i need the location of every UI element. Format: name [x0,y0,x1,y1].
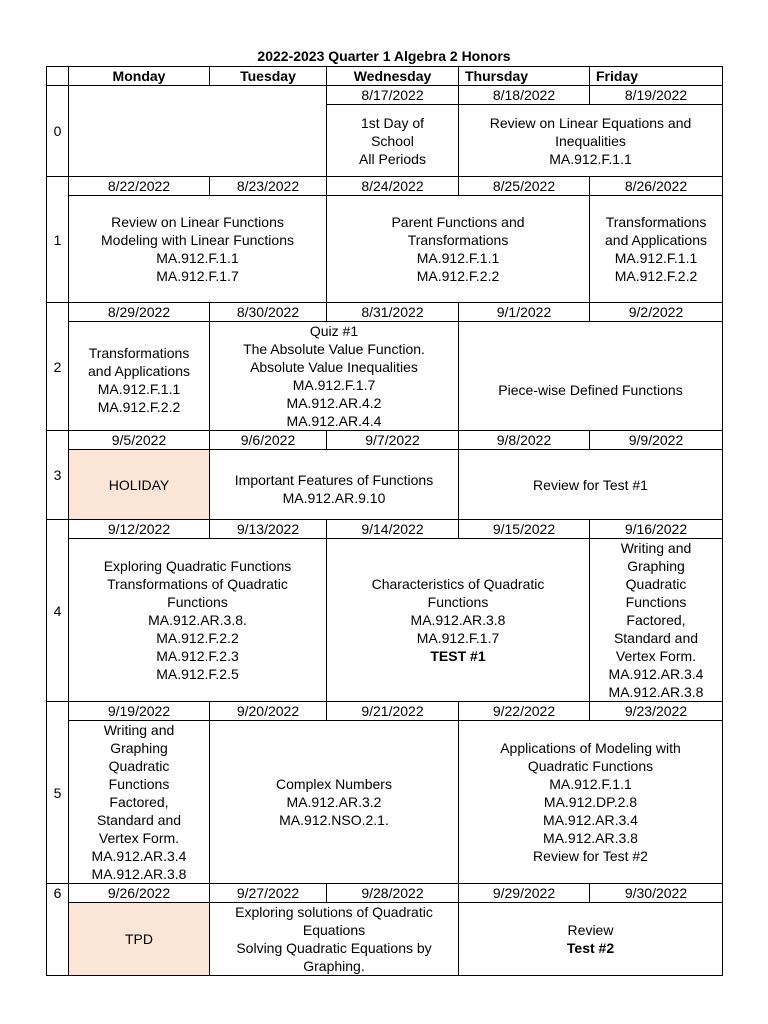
lesson-block [590,539,723,702]
lesson-line: MA.912.AR.9.10 [282,489,386,506]
lesson-line: Review [567,922,614,938]
lesson-block [590,196,723,303]
lesson-line: Modeling with Linear Functions [101,232,294,248]
lesson-line: MA.912.F.1.1 [97,381,181,397]
date-cell: 8/30/2022 [210,303,327,322]
week-number: 1 [47,177,69,303]
date-cell: 8/26/2022 [590,177,723,196]
date-cell: 9/1/2022 [459,303,590,322]
lesson-line: MA.912.AR.3.2 [286,794,382,810]
header-row [47,67,723,86]
date-cell: 8/29/2022 [69,303,210,322]
date-row-week-2 [47,303,723,322]
date-cell: 9/28/2022 [327,884,459,903]
date-row-week-0 [47,86,723,105]
date-cell: 9/9/2022 [590,431,723,450]
lesson-line: School [371,132,414,149]
lesson-line: MA.912.F.1.7 [292,377,376,393]
lesson-line: Transformations of Quadratic [107,576,288,592]
date-cell: 9/19/2022 [69,702,210,721]
week-number: 4 [47,520,69,702]
lesson-block [69,196,327,303]
tpd-label: TPD [125,931,153,947]
lesson-line: All Periods [359,150,426,167]
lesson-line: Vertex Form. [615,648,697,664]
lesson-line: Standard and [96,812,182,828]
lesson-line: MA.912.AR.4.2 [286,395,382,411]
date-row-week-3 [47,431,723,450]
lesson-line: Standard and [613,630,699,646]
lesson-line: MA.912.AR.3.4 [608,666,704,682]
date-cell: 9/5/2022 [69,431,210,450]
lesson-line: MA.912.AR.3.8. [148,612,247,628]
lesson-block [210,721,459,884]
lesson-line: Solving Quadratic Equations by [236,940,432,956]
lesson-line: MA.912.AR.3.8 [543,830,638,846]
lesson-block [327,539,590,702]
lesson-line: Factored, [109,794,169,810]
content-row-week-4 [47,539,723,702]
lesson-line: MA.912.F.1.7 [156,268,239,284]
date-cell: 9/29/2022 [459,884,590,903]
lesson-line: MA.912.F.2.5 [156,666,239,682]
lesson-line: MA.912.AR.4.4 [286,413,382,429]
lesson-line: Review for Test #2 [533,848,648,864]
lesson-line: MA.912.AR.3.4 [543,812,638,828]
lesson-line: MA.912.F.2.2 [416,268,500,284]
lesson-block [210,322,459,431]
date-cell: 9/14/2022 [327,520,459,539]
lesson-block [210,450,459,520]
date-cell: 9/12/2022 [69,520,210,539]
lesson-line: Review on Linear Equations and [489,114,692,131]
date-cell: 9/27/2022 [210,884,327,903]
test-label: Test #2 [566,940,615,956]
lesson-line: Graphing [110,740,168,756]
lesson-line: Exploring Quadratic Functions [103,558,292,574]
week-number: 2 [47,303,69,431]
content-row-week-2 [47,322,723,431]
lesson-line: Functions [167,594,228,610]
date-cell: 9/26/2022 [69,884,210,903]
lesson-line: Transformations [88,345,190,361]
week-number: 3 [47,431,69,520]
lesson-line: The Absolute Value Function. [243,341,425,357]
lesson-line: Parent Functions and [391,214,525,230]
test-label: TEST #1 [430,648,486,664]
lesson-line: Vertex Form. [98,830,180,846]
lesson-line: Review on Linear Functions [111,214,284,230]
header-monday: Monday [69,67,210,86]
lesson-line: MA.912.F.1.1 [614,250,698,266]
lesson-line: Writing and [103,722,175,738]
date-cell: 9/15/2022 [459,520,590,539]
date-cell: 9/13/2022 [210,520,327,539]
lesson-line: Absolute Value Inequalities [250,359,418,375]
date-cell: 8/24/2022 [327,177,459,196]
content-row-week-5 [47,721,723,884]
lesson-block [459,450,723,520]
date-cell: 8/25/2022 [459,177,590,196]
content-row-week-3 [47,450,723,520]
lesson-line: MA.912.AR.3.4 [91,848,187,864]
lesson-line: MA.912.F.2.2 [97,399,181,415]
lesson-line: Quadratic [108,758,170,774]
lesson-line: MA.912.F.2.3 [156,648,239,664]
lesson-line: MA.912.AR.3.8 [91,866,187,882]
date-cell: 8/18/2022 [459,86,590,105]
lesson-line: Inequalities [555,132,626,149]
date-cell: 9/21/2022 [327,702,459,721]
date-cell: 9/23/2022 [590,702,723,721]
date-cell: 8/23/2022 [210,177,327,196]
lesson-line: Functions [108,776,170,792]
lesson-line: and Applications [88,363,190,379]
lesson-line: MA.912.F.1.1 [416,250,500,266]
date-row-week-4 [47,520,723,539]
lesson-line: Functions [625,594,687,610]
lesson-block [459,903,723,976]
page-title: 2022-2023 Quarter 1 Algebra 2 Honors [257,48,511,64]
date-row-week-1 [47,177,723,196]
date-cell: 9/2/2022 [590,303,723,322]
date-cell: 9/7/2022 [327,431,459,450]
lesson-line: MA.912.DP.2.8 [543,794,638,810]
lesson-line: Important Features of Functions [234,471,434,488]
lesson-block [69,322,210,431]
lesson-line: Functions [427,594,489,610]
date-cell: 9/8/2022 [459,431,590,450]
lesson-block [210,903,459,976]
lesson-line: MA.912.F.1.1 [156,250,239,266]
lesson-block [459,105,723,177]
lesson-line: Equations [302,922,366,938]
date-row-week-6 [47,884,723,903]
header-thursday: Thursday [459,67,590,86]
date-cell: 9/16/2022 [590,520,723,539]
date-cell: 9/20/2022 [210,702,327,721]
lesson-block [69,721,210,884]
lesson-line: MA.912.F.2.2 [156,630,239,646]
date-cell: 8/22/2022 [69,177,210,196]
lesson-line: Exploring solutions of Quadratic [235,904,433,920]
week-number: 0 [47,86,69,177]
header-wednesday: Wednesday [327,67,459,86]
tpd-cell [69,903,210,976]
lesson-line: MA.912.NSO.2.1. [279,812,389,828]
lesson-block [327,196,590,303]
lesson-line: Review for Test #1 [533,476,648,493]
date-cell: 8/17/2022 [327,86,459,105]
lesson-line: MA.912.F.1.7 [416,630,500,646]
date-cell: 8/31/2022 [327,303,459,322]
lesson-line: and Applications [605,232,707,248]
holiday-cell [69,450,210,520]
lesson-line: Writing and [620,540,692,556]
week-number: 6 [47,884,69,976]
lesson-line: Characteristics of Quadratic [371,576,545,592]
lesson-line: Transformations [605,214,707,230]
lesson-line: 1st Day of [360,114,425,131]
lesson-line: MA.912.F.1.1 [549,150,632,167]
lesson-line: Factored, [626,612,686,628]
header-friday: Friday [590,67,723,86]
holiday-label: HOLIDAY [108,476,170,493]
lesson-block [327,105,459,177]
lesson-line: Graphing. [303,958,365,974]
date-cell: 9/30/2022 [590,884,723,903]
lesson-block [69,539,327,702]
lesson-block [459,322,723,431]
week-number: 5 [47,702,69,884]
lesson-line: MA.912.F.2.2 [614,268,698,284]
lesson-line: Complex Numbers [276,776,392,792]
date-cell: 9/6/2022 [210,431,327,450]
calendar-table [46,66,723,976]
lesson-line: Quadratic [625,576,687,592]
lesson-line: MA.912.F.1.1 [549,776,632,792]
lesson-block [459,721,723,884]
lesson-line: MA.912.AR.3.8 [410,612,506,628]
lesson-line: Piece-wise Defined Functions [498,381,683,398]
lesson-line: Applications of Modeling with [500,740,681,756]
date-cell: 9/22/2022 [459,702,590,721]
lesson-line: Quadratic Functions [527,758,654,774]
content-row-week-1 [47,196,723,303]
date-cell: 8/19/2022 [590,86,723,105]
header-tuesday: Tuesday [210,67,327,86]
corner-cell [47,67,69,86]
empty-block [69,86,327,177]
lesson-line: Transformations [407,232,509,248]
lesson-line: Graphing [627,558,685,574]
lesson-line: MA.912.AR.3.8 [608,684,704,700]
date-row-week-5 [47,702,723,721]
content-row-week-6 [47,903,723,976]
lesson-line: Quiz #1 [309,323,359,339]
